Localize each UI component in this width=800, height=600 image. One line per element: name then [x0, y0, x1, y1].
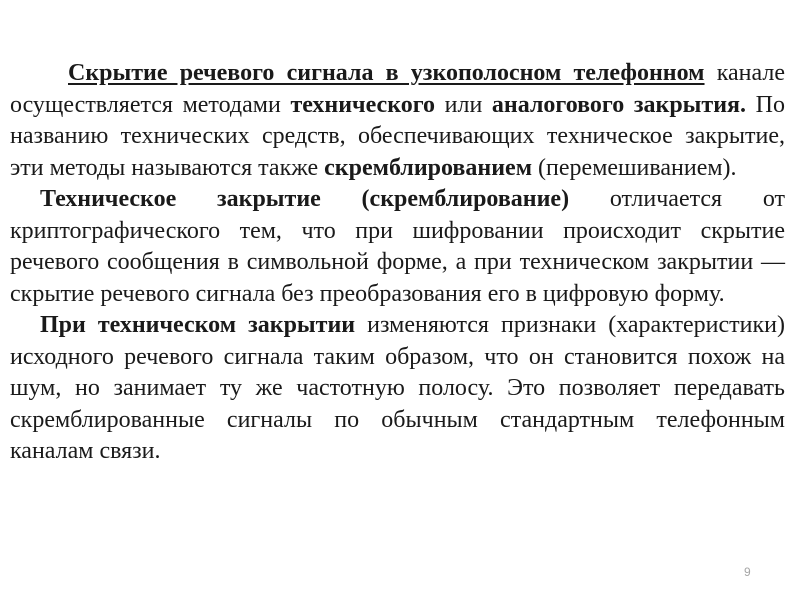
text-span: или: [435, 91, 492, 118]
paragraph-2: [10, 184, 785, 310]
page-number: 9: [744, 565, 751, 579]
slide-text-body: [10, 58, 785, 468]
text-span: изменяются признаки (характеристики) исходного речевого сигнала таким образом, что он становится похож на шум, но занимает ту же частотную полосу. Это позволяет передавать скремблированные сигналы по обычным стандартным телефонным каналам связи.: [10, 312, 786, 464]
text-span: канале осуществляется методами: [10, 60, 785, 118]
bold-term: При техническом закрытии: [40, 312, 356, 338]
heading-phrase: Скрытие речевого сигнала в узкополосном телефонном: [68, 60, 705, 86]
text-span: отличается от криптографического тем, что при шифровании происходит скрытие речевого сообщения в символьной форме, а при техническом закрытии — скрытие речевого сигнала без преобразования его в цифровую форму.: [10, 186, 785, 307]
bold-term: технического: [290, 91, 435, 118]
bold-term: Техническое закрытие (скремблирование): [40, 186, 570, 212]
bold-term: аналогового закрытия.: [491, 91, 747, 118]
paragraph-1: [10, 58, 785, 184]
paragraph-3: [10, 310, 785, 468]
bold-term: скремблированием: [324, 154, 533, 181]
text-span: По названию технических средств, обеспечивающих техническое закрытие, эти методы называются также: [10, 91, 785, 181]
text-span: (перемешиванием).: [532, 154, 737, 181]
